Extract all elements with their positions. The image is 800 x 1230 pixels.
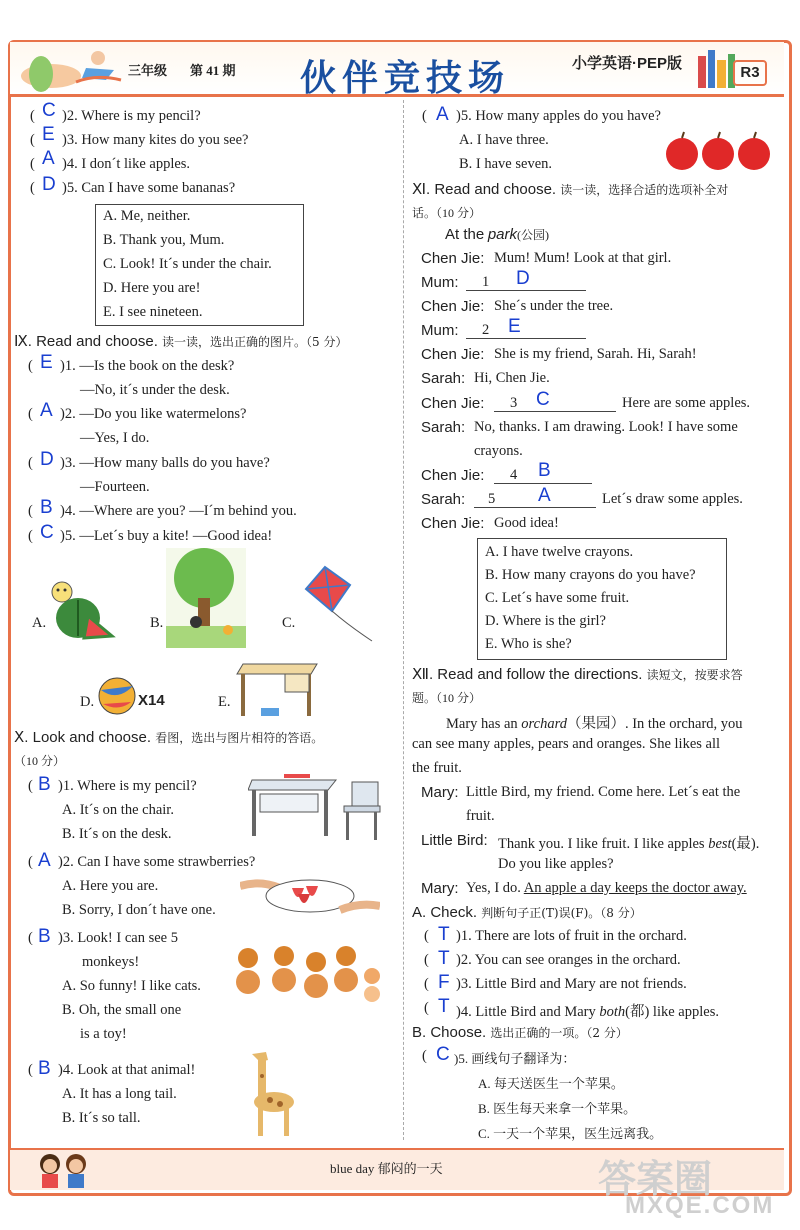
answer-letter: D [42,174,56,195]
option-text: A. Me, neither. [103,208,191,224]
question-text: )4. —Where are you? —I´m behind you. [60,503,297,519]
answer-letter: E [40,352,53,373]
option-text-cont: is a toy! [80,1026,127,1042]
desk-book-image [235,654,325,722]
answer-letter: T [438,924,450,945]
blank-number: 4 [510,467,518,483]
blank-number: 3 [510,395,518,411]
tree-children-image [166,548,246,648]
answer-letter: B [38,926,51,947]
s12-title: Ⅻ. Read and follow the directions. 读短文，按要求答 [412,666,743,683]
picture-label-b: B. [150,615,164,631]
option-text: B. Oh, the small one [62,1002,182,1018]
dialogue-text: Here are some apples. [622,395,751,411]
question-text: )3. How many kites do you see? [62,132,249,148]
answer-text: —Fourteen. [80,479,150,495]
question-text: )1. —Is the book on the desk? [60,358,235,374]
dialogue-text: Hi, Chen Jie. [474,370,550,386]
question-text: )4. Little Bird and Mary both(都) like apples. [456,1004,719,1020]
answer-letter: B [38,1058,51,1079]
picture-label-e: E. [218,694,231,710]
question-text: )3. —How many balls do you have? [60,455,270,471]
check-title: A. Check. 判断句子正(T)误(F)。（8 分） [412,904,642,921]
watermark-url: MXQE.COM [625,1192,775,1219]
answer-letter: C [536,389,550,410]
answer-letter: B [538,460,551,481]
dialogue-text-cont: crayons. [474,443,523,459]
picture-label-c: C. [282,615,296,631]
answer-letter: A [42,148,55,169]
question-text: )2. —Do you like watermelons? [60,406,247,422]
choose-title: B. Choose. 选出正确的一项。（2 分） [412,1024,628,1041]
s10-title: Ⅹ. Look and choose. 看图，选出与图片相符的答语。 [14,729,324,746]
dialogue-text: No, thanks. I am drawing. Look! I have some [474,419,738,435]
s11-title-cont: 话。（10 分） [412,206,482,220]
answer-letter: A [40,400,53,421]
answer-letter: E [42,124,55,145]
column-divider [403,100,404,1140]
question-text: )1. Where is my pencil? [58,778,197,794]
dialogue-text: Little Bird, my friend. Come here. Let´s eat the [466,784,741,800]
ball-count-label: X14 [138,692,165,709]
grade-label: 三年级 [128,63,168,78]
underlined-sentence: An apple a day keeps the doctor away. [523,880,747,896]
blank-number: 1 [482,274,490,290]
speaker: Sarah: [421,370,466,387]
option-text: B. 医生每天来拿一个苹果。 [478,1101,637,1116]
answer-text: —Yes, I do. [80,430,150,446]
answer-letter: C [436,1044,450,1065]
answer-letter: T [438,996,450,1017]
header-girl-illustration [16,44,126,94]
question-text: )5. —Let´s buy a kite! —Good idea! [60,528,273,544]
answer-blank[interactable] [494,483,592,484]
watermelon-image [48,578,116,644]
option-text: C. Let´s have some fruit. [485,590,630,606]
option-text: E. I see nineteen. [103,304,203,320]
ball-image [97,676,139,716]
answer-letter: A [436,104,449,125]
option-text: B. How many crayons do you have? [485,567,696,583]
newspaper-title: 伙伴竞技场 [300,57,511,99]
option-text: B. Thank you, Mum. [103,232,225,248]
answer-letter: E [508,316,521,337]
answer-text: —No, it´s under the desk. [80,382,230,398]
option-text: C. 一天一个苹果，医生远离我。 [478,1126,663,1141]
option-text: A. It has a long tail. [62,1086,177,1102]
passage-line-2: can see many apples, pears and oranges. She likes all [412,736,721,752]
speaker: Mary: [421,784,459,801]
answer-letter: C [42,100,56,121]
question-text: )4. I don´t like apples. [62,156,191,172]
option-text: A. It´s on the chair. [62,802,174,818]
option-text: A. So funny! I like cats. [62,978,201,994]
speaker: Chen Jie: [421,467,485,484]
answer-letter: F [438,972,450,993]
dialogue-text: She is my friend, Sarah. Hi, Sarah! [494,346,697,362]
answer-letter: T [438,948,450,969]
dialogue-text: She´s under the tree. [494,298,614,314]
option-text: A. 每天送医生一个苹果。 [478,1076,624,1091]
edition-label: 小学英语·PEP版 [572,55,683,72]
kite-image [300,565,376,643]
strawberries-plate-image [240,866,380,924]
speaker: Chen Jie: [421,298,485,315]
desk-chair-pencil-image [248,772,386,842]
question-text: )2. You can see oranges in the orchard. [456,952,681,968]
page-number-badge: R3 [733,60,767,86]
speaker: Chen Jie: [421,395,485,412]
option-text: B. I have seven. [459,156,553,172]
passage-line-1: Mary has an orchard（果园）. In the orchard, you [446,716,743,732]
giraffe-image [240,1048,304,1138]
dialogue-text: Let´s draw some apples. [602,491,743,507]
dialogue-text: Mum! Mum! Look at that girl. [494,250,672,266]
dialogue-text: Thank you. I like fruit. I like apples best(最). [498,836,760,852]
question-text: )4. Look at that animal! [58,1062,196,1078]
watermark-logo: 答案圈 [598,1159,713,1201]
dialogue-text-cont: Do you like apples? [498,856,614,872]
option-text: A. I have three. [459,132,549,148]
option-text: D. Where is the girl? [485,613,606,629]
option-text: A. I have twelve crayons. [485,544,634,560]
issue-label: 第 41 期 [190,63,236,78]
footer-children-illustration [34,1150,94,1190]
question-text: )5. Can I have some bananas? [62,180,236,196]
answer-letter: C [40,522,54,543]
question-text: )5. How many apples do you have? [456,108,661,124]
question-text: )3. Little Bird and Mary are not friends. [456,976,687,992]
three-apples-image [664,130,772,172]
dialogue-text: Good idea! [494,515,559,531]
s12-title-cont: 题。（10 分） [412,691,482,705]
speaker: Chen Jie: [421,250,485,267]
speaker: Mum: [421,322,459,339]
picture-label-d: D. [80,694,95,710]
speaker: Little Bird: [421,832,488,849]
footer-text: blue day 郁闷的一天 [330,1161,443,1176]
question-text: )1. There are lots of fruit in the orchard. [456,928,687,944]
dialogue-text: Yes, I do. An apple a day keeps the doctor away. [466,880,747,896]
answer-letter: B [40,497,53,518]
question-text: )2. Where is my pencil? [62,108,201,124]
speaker: Chen Jie: [421,515,485,532]
s10-score: （10 分） [14,754,66,768]
dialogue-heading: At the park(公园) [445,226,550,243]
option-text: B. It´s so tall. [62,1110,141,1126]
answer-letter: D [40,449,54,470]
question-text: )2. Can I have some strawberries? [58,854,256,870]
option-text: B. It´s on the desk. [62,826,172,842]
s9-title: Ⅸ. Read and choose. 读一读，选出正确的图片。（5 分） [14,333,348,350]
answer-letter: B [38,774,51,795]
option-text: E. Who is she? [485,636,572,652]
option-text: D. Here you are! [103,280,201,296]
question-text: )5. 画线句子翻译为： [454,1051,576,1066]
dialogue-text-cont: fruit. [466,808,495,824]
speaker: Sarah: [421,419,466,436]
monkeys-image [232,942,386,1008]
speaker: Mum: [421,274,459,291]
blank-number: 5 [488,491,496,507]
s11-title: Ⅺ. Read and choose. 读一读，选择合适的选项补全对 [412,181,729,198]
speaker: Chen Jie: [421,346,485,363]
speaker: Mary: [421,880,459,897]
picture-label-a: A. [32,615,47,631]
passage-line-3: the fruit. [412,760,462,776]
option-text: B. Sorry, I don´t have one. [62,902,216,918]
speaker: Sarah: [421,491,466,508]
option-text: A. Here you are. [62,878,159,894]
blank-number: 2 [482,322,490,338]
answer-letter: D [516,268,530,289]
answer-letter: A [538,485,551,506]
option-text: C. Look! It´s under the chair. [103,256,272,272]
answer-letter: A [38,850,51,871]
question-text: )3. Look! I can see 5 [58,930,178,946]
question-text-cont: monkeys! [82,954,140,970]
